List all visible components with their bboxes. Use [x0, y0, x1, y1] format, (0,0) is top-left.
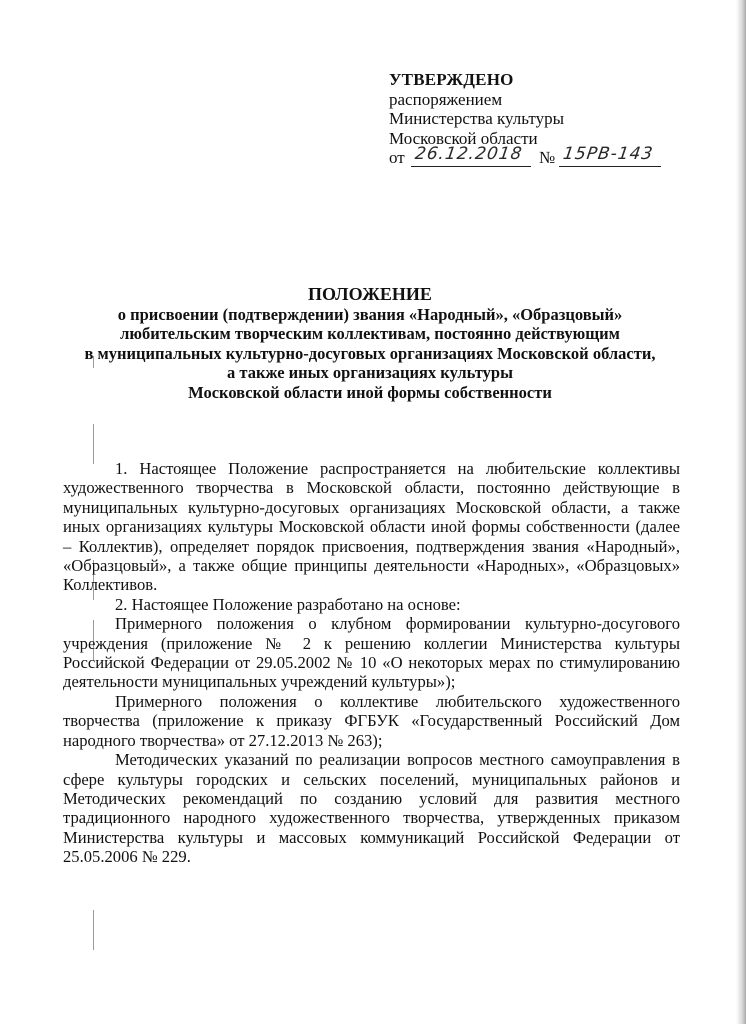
- date-prefix: от: [389, 148, 405, 168]
- paragraph: 2. Настоящее Положение разработано на основе:: [115, 594, 461, 614]
- title-line: любительским творческим коллективам, постоянно действующим: [120, 324, 620, 344]
- approval-line: Министерства культуры: [389, 109, 564, 129]
- document-title: ПОЛОЖЕНИЕ: [308, 284, 432, 304]
- document-body: [63, 459, 680, 867]
- approval-block: [389, 70, 655, 169]
- paragraph: Примерного положения о клубном формировании культурно-досугового учреждения (приложение № 2 к решению коллегии Министерства культуры Российской Федерации от 29.05.2002 № 10 «О некоторых мерах по стимулированию деятельности муниципальных учреждений культуры»);: [63, 614, 680, 692]
- paragraph: Примерного положения о коллективе любительского художественного творчества (приложение к приказу ФГБУК «Государственный Российский Дом народного творчества» от 27.12.2013 № 263);: [63, 691, 680, 750]
- order-date-number-line: [389, 144, 655, 169]
- approval-line: Московской области: [389, 128, 538, 148]
- scan-page-edge: [736, 0, 746, 1024]
- scan-artifact: [93, 910, 94, 950]
- title-line: о присвоении (подтверждении) звания «Народный», «Образцовый»: [117, 305, 623, 324]
- approval-heading: УТВЕРЖДЕНО: [389, 70, 514, 89]
- scan-artifact: [93, 424, 94, 464]
- approval-line: распоряжением: [389, 89, 503, 109]
- handwritten-number: 15РВ-143: [561, 144, 655, 165]
- title-line: в муниципальных культурно-досуговых организациях Московской области,: [84, 343, 656, 363]
- number-prefix: №: [539, 148, 556, 168]
- paragraph: Методических указаний по реализации вопросов местного самоуправления в сфере культуры городских и сельских поселений, муниципальных районов и Методических рекомендаций по созданию условий для развития местного традиционного народного художественного творчества, утвержденных приказом Министерства культуры и массовых коммуникаций Российской Федерации от 25.05.2006 № 229.: [63, 750, 680, 867]
- paragraph: 1. Настоящее Положение распространяется на любительские коллективы художественного творчества в Московской области, постоянно действующие в муниципальных культурно-досуговых организациях Московской области, а также иных организациях культуры Московской области иной формы собственности (далее – Коллектив), определяет порядок присвоения, подтверждения звания «Народный», «Образцовый», а также общие принципы деятельности «Народных», «Образцовых» Коллективов.: [63, 459, 680, 595]
- title-line: а также иных организациях культуры: [227, 363, 513, 383]
- handwritten-date: 26.12.2018: [413, 144, 524, 165]
- title-line: Московской области иной формы собственности: [188, 382, 552, 402]
- document-title-block: [60, 284, 680, 402]
